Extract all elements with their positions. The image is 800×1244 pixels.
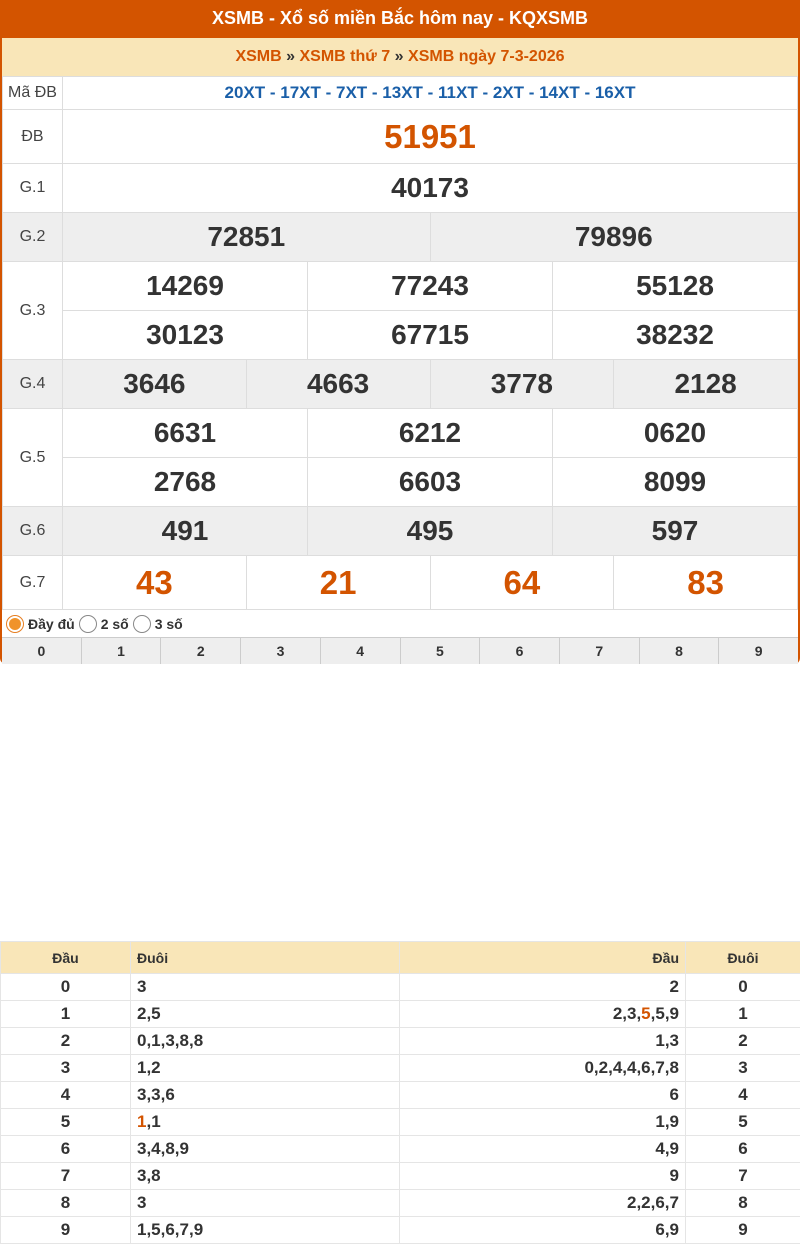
prize-g1-number: 40173 (63, 164, 798, 213)
loto-value: 3,4,8,9 (137, 1139, 189, 1158)
loto-header-dau: Đầu (1, 942, 131, 974)
loto-value: 4,9 (655, 1139, 679, 1158)
loto-value: 3,3,6 (137, 1085, 175, 1104)
table-row (1, 1028, 800, 1055)
loto-duoi-values (131, 1001, 400, 1028)
loto-value-highlight: 1 (137, 1112, 146, 1131)
loto-duoi-values (131, 1028, 400, 1055)
table-row (1, 974, 800, 1001)
prize-g7-number: 83 (614, 556, 798, 610)
prize-g3-number: 30123 (63, 311, 308, 360)
prize-label-g4: G.4 (3, 360, 63, 409)
digit-filter-0[interactable]: 0 (2, 638, 82, 664)
prize-g7-number: 43 (63, 556, 247, 610)
loto-value: 1,5,6,7,9 (137, 1220, 203, 1239)
loto-header-duoi-right: Đuôi (686, 942, 800, 974)
prize-label-g7: G.7 (3, 556, 63, 610)
radio-full-label[interactable]: Đầy đủ (28, 616, 75, 632)
loto-header-duoi: Đuôi (131, 942, 400, 974)
prize-label-g6: G.6 (3, 507, 63, 556)
loto-dau-values (400, 1163, 686, 1190)
loto-dau: 4 (1, 1082, 131, 1109)
table-row (1, 1001, 800, 1028)
table-row (1, 1055, 800, 1082)
loto-duoi-values (131, 974, 400, 1001)
digit-filter-9[interactable]: 9 (719, 638, 798, 664)
table-row (1, 1136, 800, 1163)
radio-full[interactable] (6, 615, 24, 633)
digit-filter-7[interactable]: 7 (560, 638, 640, 664)
prize-g6-number: 597 (553, 507, 798, 556)
radio-two-digits[interactable] (79, 615, 97, 633)
loto-dau: 9 (1, 1217, 131, 1244)
page-title: XSMB - Xổ số miền Bắc hôm nay - KQXSMB (0, 0, 800, 38)
loto-dau-values (400, 1055, 686, 1082)
loto-value: 1,2 (137, 1058, 161, 1077)
prize-g4-number: 3646 (63, 360, 247, 409)
loto-duoi: 7 (686, 1163, 800, 1190)
prize-g3-number: 38232 (553, 311, 798, 360)
radio-three-digits-label[interactable]: 3 số (155, 616, 183, 632)
loto-dau-values (400, 1217, 686, 1244)
prize-g3-number: 14269 (63, 262, 308, 311)
prize-g4-number: 2128 (614, 360, 798, 409)
loto-dau-values (400, 1136, 686, 1163)
loto-value: 3 (137, 977, 146, 996)
prize-label-db: ĐB (3, 110, 63, 164)
loto-value: 0,2,4,4,6,7,8 (584, 1058, 679, 1077)
prize-g4-number: 4663 (246, 360, 430, 409)
loto-duoi-values (131, 1163, 400, 1190)
table-row (1, 1217, 800, 1244)
prize-g5-number: 2768 (63, 458, 308, 507)
loto-duoi-values (131, 1055, 400, 1082)
table-row (1, 1082, 800, 1109)
loto-duoi: 2 (686, 1028, 800, 1055)
loto-dau: 5 (1, 1109, 131, 1136)
loto-header-dau-right: Đầu (400, 942, 686, 974)
digit-filter-5[interactable]: 5 (401, 638, 481, 664)
loto-value: 6,9 (655, 1220, 679, 1239)
loto-dau-values (400, 1082, 686, 1109)
loto-dau-values (400, 1001, 686, 1028)
digit-filter-3[interactable]: 3 (241, 638, 321, 664)
loto-duoi-values (131, 1190, 400, 1217)
loto-value: 1,3 (655, 1031, 679, 1050)
loto-value: 9 (670, 1166, 679, 1185)
radio-two-digits-label[interactable]: 2 số (101, 616, 129, 632)
loto-dau-values (400, 1028, 686, 1055)
loto-dau: 1 (1, 1001, 131, 1028)
results-table (2, 76, 798, 610)
prize-g2-number: 72851 (63, 213, 431, 262)
breadcrumb-separator: » (286, 48, 295, 65)
loto-value: 6 (670, 1085, 679, 1104)
loto-table (0, 941, 800, 1244)
loto-duoi: 6 (686, 1136, 800, 1163)
loto-dau: 2 (1, 1028, 131, 1055)
loto-dau: 0 (1, 974, 131, 1001)
loto-duoi: 0 (686, 974, 800, 1001)
loto-duoi: 9 (686, 1217, 800, 1244)
loto-dau-values (400, 974, 686, 1001)
loto-dau: 3 (1, 1055, 131, 1082)
prize-g5-number: 6603 (308, 458, 553, 507)
loto-value: ,5,9 (651, 1004, 679, 1023)
breadcrumb-link-date[interactable]: XSMB ngày 7-3-2026 (408, 48, 565, 65)
loto-duoi: 3 (686, 1055, 800, 1082)
prize-g3-number: 67715 (308, 311, 553, 360)
loto-duoi: 4 (686, 1082, 800, 1109)
loto-dau-values (400, 1190, 686, 1217)
loto-value: 2,3, (613, 1004, 641, 1023)
loto-dau: 7 (1, 1163, 131, 1190)
loto-value-highlight: 5 (641, 1004, 650, 1023)
digit-filter-bar (2, 637, 798, 664)
prize-g6-number: 495 (308, 507, 553, 556)
loto-duoi-values (131, 1136, 400, 1163)
loto-dau-values (400, 1109, 686, 1136)
prize-g6-number: 491 (63, 507, 308, 556)
loto-value: 1,9 (655, 1112, 679, 1131)
digit-filter-4[interactable]: 4 (321, 638, 401, 664)
radio-three-digits[interactable] (133, 615, 151, 633)
breadcrumb-link-weekday[interactable]: XSMB thứ 7 (300, 48, 391, 65)
loto-duoi-values (131, 1082, 400, 1109)
breadcrumb-link-xsmb[interactable]: XSMB (235, 48, 281, 65)
prize-g5-number: 8099 (553, 458, 798, 507)
loto-value: 2,5 (137, 1004, 161, 1023)
loto-value: 3 (137, 1193, 146, 1212)
loto-value: 2 (670, 977, 679, 996)
loto-duoi-values (131, 1217, 400, 1244)
table-row (1, 1190, 800, 1217)
prize-g3-number: 55128 (553, 262, 798, 311)
breadcrumb (2, 38, 798, 76)
prize-label-madb: Mã ĐB (3, 77, 63, 110)
loto-value: 0,1,3,8,8 (137, 1031, 203, 1050)
prize-label-g2: G.2 (3, 213, 63, 262)
loto-duoi: 8 (686, 1190, 800, 1217)
loto-duoi-values (131, 1109, 400, 1136)
display-options (2, 610, 798, 637)
loto-duoi: 5 (686, 1109, 800, 1136)
prize-g3-number: 77243 (308, 262, 553, 311)
loto-dau: 8 (1, 1190, 131, 1217)
loto-dau: 6 (1, 1136, 131, 1163)
prize-g7-number: 21 (246, 556, 430, 610)
breadcrumb-separator: » (395, 48, 404, 65)
loto-value: 2,2,6,7 (627, 1193, 679, 1212)
prize-g5-number: 6212 (308, 409, 553, 458)
prize-g5-number: 6631 (63, 409, 308, 458)
special-prize-number: 51951 (63, 110, 798, 164)
digit-filter-2[interactable]: 2 (161, 638, 241, 664)
prize-g7-number: 64 (430, 556, 614, 610)
table-row (1, 1163, 800, 1190)
digit-filter-6[interactable]: 6 (480, 638, 560, 664)
table-row (1, 1109, 800, 1136)
ma-db-codes: 20XT - 17XT - 7XT - 13XT - 11XT - 2XT - 14XT - 16XT (63, 77, 798, 110)
digit-filter-1[interactable]: 1 (82, 638, 162, 664)
prize-g4-number: 3778 (430, 360, 614, 409)
prize-g5-number: 0620 (553, 409, 798, 458)
prize-label-g3: G.3 (3, 262, 63, 360)
prize-g2-number: 79896 (430, 213, 798, 262)
loto-duoi: 1 (686, 1001, 800, 1028)
prize-label-g1: G.1 (3, 164, 63, 213)
digit-filter-8[interactable]: 8 (640, 638, 720, 664)
prize-label-g5: G.5 (3, 409, 63, 507)
loto-value: ,1 (146, 1112, 160, 1131)
loto-value: 3,8 (137, 1166, 161, 1185)
